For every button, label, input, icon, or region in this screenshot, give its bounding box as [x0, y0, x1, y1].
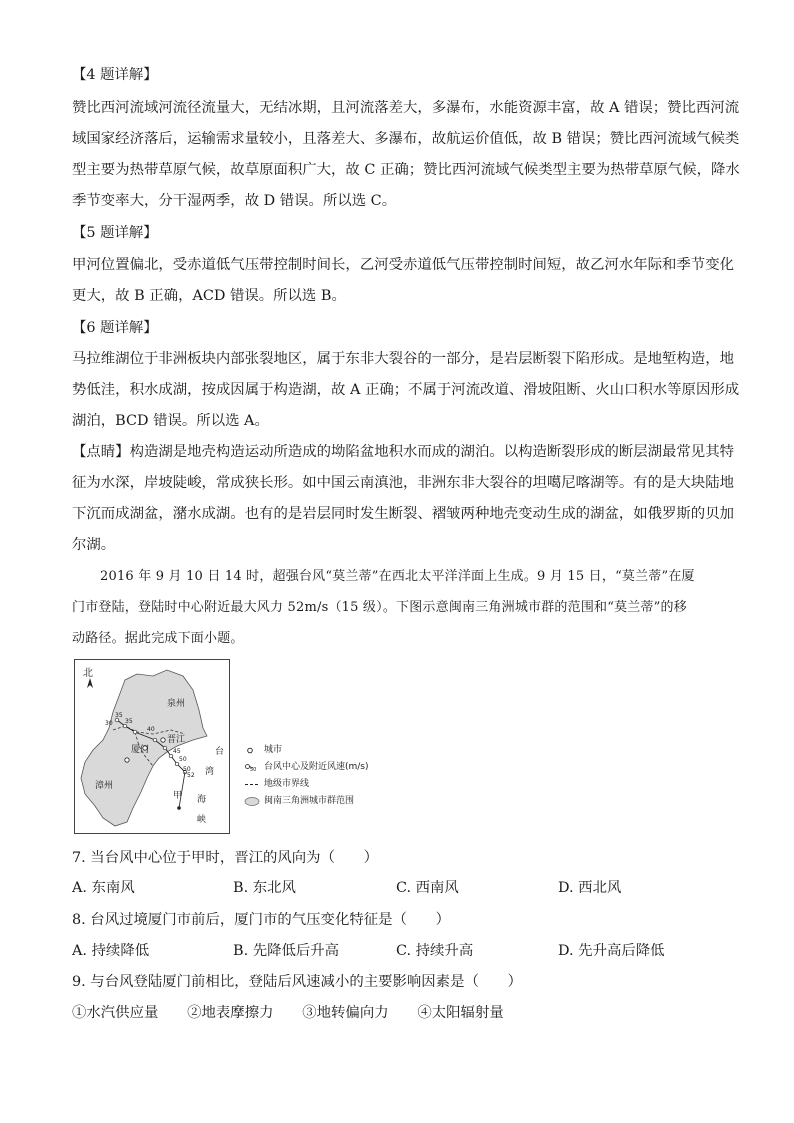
label-xiamen: 厦门: [131, 745, 150, 755]
speed-label: 45: [173, 748, 181, 755]
q5-line-1: 甲河位置偏北，受赤道低气压带控制时间长，乙河受赤道低气压带控制时间短，故乙河水年际和季节变化: [72, 257, 734, 273]
legend-item-boundary: [244, 776, 369, 793]
legend-label-region: 闽南三角洲城市群范围: [264, 796, 355, 806]
legend-speed: 50: [250, 767, 257, 773]
city-icon: [244, 745, 260, 756]
speed-label: 35: [115, 712, 123, 719]
q4-line-1: 赞比西河流域河流径流量大，无结冰期，且河流落差大，多瀑布，水能资源丰富，故 A 错误；赞比西河流: [72, 100, 740, 116]
q6-line-3: 湖泊，BCD 错误。所以选 A。: [72, 413, 269, 429]
q7-option-c[interactable]: C. 西南风: [396, 880, 459, 896]
legend-label-boundary: 地级市界线: [264, 779, 310, 789]
intro-line-3: 动路径。据此完成下面小题。: [72, 631, 244, 646]
q6-line-2: 势低洼，积水成湖，按成因属于构造湖，故 A 正确；不属于河流改道、滑坡阻断、火山口积水等原因形成: [72, 382, 740, 398]
note-line-1: 【点睛】构造湖是地壳构造运动所造成的坳陷盆地积水而成的湖泊。以构造断裂形成的断层湖最常见其特: [72, 444, 734, 460]
speed-label: 52: [187, 772, 195, 779]
typhoon-map: [75, 660, 229, 833]
city-jinjiang-marker: [161, 738, 165, 742]
q6-line-1: 马拉维湖位于非洲板块内部张裂地区，属于东非大裂谷的一部分，是岩层断裂下陷形成。是地堑构造，地: [72, 351, 734, 367]
q8-option-c[interactable]: C. 持续升高: [396, 943, 474, 959]
q4-line-3: 型主要为热带草原气候，故草原面积广大，故 C 正确；赞比西河流域气候类型主要为热带草原气候，降水: [72, 162, 740, 178]
label-zhangzhou: 漳州: [95, 781, 114, 791]
q7-option-b[interactable]: B. 东北风: [233, 880, 296, 896]
q8-option-a[interactable]: A. 持续降低: [72, 943, 150, 959]
label-tai: 台: [215, 747, 225, 757]
label-jinjiang: 晋江: [167, 735, 186, 745]
north-label: 北: [83, 668, 93, 679]
label-xia: 峡: [197, 815, 207, 825]
q9-stem: 9. 与台风登陆厦门前相比，登陆后风速减小的主要影响因素是（ ）: [72, 974, 523, 990]
q5-line-2: 更大，故 B 正确，ACD 错误。所以选 B。: [72, 288, 346, 304]
note-line-4: 尔湖。: [72, 537, 116, 553]
q8-option-b[interactable]: B. 先降低后升高: [233, 943, 340, 959]
q6-header: 【6 题详解】: [72, 320, 158, 336]
q4-header: 【4 题详解】: [72, 67, 158, 83]
note-line-2: 征为水深，岸坡陡峻，常成狭长形。如中国云南滇池，非洲东非大裂谷的坦噶尼喀湖等。有的是大块陆地: [72, 475, 734, 491]
legend-item-region: [244, 793, 369, 810]
q7-option-d[interactable]: D. 西北风: [558, 880, 622, 896]
boundary-line-icon: [244, 779, 260, 790]
intro-line-1: 2016 年 9 月 10 日 14 时，超强台风“莫兰蒂”在西北太平洋洋面上生成。9 月 15 日，“莫兰蒂”在厦: [100, 569, 695, 584]
q4-line-4: 季节变率大，分干湿两季，故 D 错误。所以选 C。: [72, 193, 397, 209]
label-quanzhou: 泉州: [167, 699, 186, 709]
speed-label: 50: [183, 766, 191, 773]
label-jia: 甲: [173, 791, 183, 801]
region-fill-icon: [244, 796, 260, 807]
q9-factors: ①水汽供应量 ②地表摩擦力 ③地转偏向力 ④太阳辐射量: [72, 1005, 504, 1021]
map-legend: [244, 742, 369, 810]
north-arrow-icon: [87, 678, 93, 688]
note-line-3: 下沉而成湖盆，潴水成湖。也有的是岩层同时发生断裂、褶皱两种地壳变动生成的湖盆，如俄罗斯的贝加: [72, 506, 734, 522]
legend-label-typhoon: 台风中心及附近风速(m/s): [264, 762, 369, 772]
q7-option-a[interactable]: A. 东南风: [72, 880, 135, 896]
speed-label: 50: [179, 756, 187, 763]
city-zhangzhou-marker: [125, 758, 129, 762]
legend-item-city: [244, 742, 369, 759]
speed-label: 40: [147, 726, 155, 733]
label-hai: 海: [197, 795, 207, 805]
q8-stem: 8. 台风过境厦门市前后，厦门市的气压变化特征是（ ）: [72, 912, 451, 928]
q8-option-d[interactable]: D. 先升高后降低: [558, 943, 665, 959]
q4-line-2: 域国家经济落后，运输需求量较小，且落差大、多瀑布，故航运价值低，故 B 错误；赞比西河流域气候类: [72, 131, 740, 147]
q7-stem: 7. 当台风中心位于甲时，晋江的风向为（ ）: [72, 850, 379, 866]
intro-line-2: 门市登陆，登陆时中心附近最大风力 52m/s（15 级）。下图示意闽南三角洲城市群的范围和“莫兰蒂”的移: [72, 600, 687, 615]
label-wan: 湾: [205, 767, 215, 777]
legend-label-city: 城市: [264, 745, 283, 755]
typhoon-map-figure: [74, 659, 230, 834]
speed-label: 30: [105, 720, 113, 727]
legend-item-typhoon: [244, 759, 369, 776]
q5-header: 【5 题详解】: [72, 225, 158, 241]
speed-label: 35: [125, 718, 133, 725]
